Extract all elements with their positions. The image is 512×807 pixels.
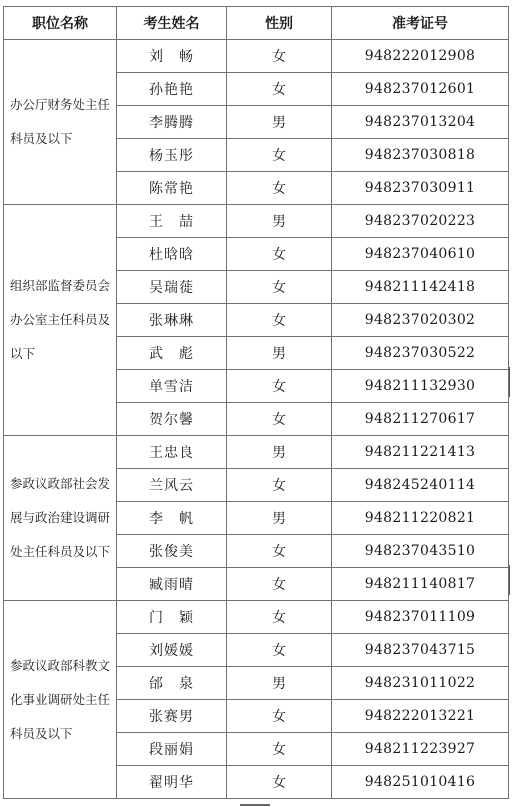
- candidate-name-cell: 吴瑞蓰: [117, 271, 227, 304]
- exam-id-cell: 948211132930: [332, 370, 509, 403]
- gender-cell: 男: [227, 205, 332, 238]
- candidate-name-cell: 武 彪: [117, 337, 227, 370]
- exam-id-cell: 948237020223: [332, 205, 509, 238]
- gender-cell: 女: [227, 370, 332, 403]
- candidate-name-cell: 王忠良: [117, 436, 227, 469]
- candidate-table: [3, 6, 509, 799]
- header-name: 考生姓名: [117, 7, 227, 40]
- candidate-name-cell: 邰 泉: [117, 667, 227, 700]
- table-row: [4, 601, 509, 634]
- gender-cell: 男: [227, 436, 332, 469]
- candidate-name-cell: 翟明华: [117, 766, 227, 799]
- right-edge-tick: [509, 565, 510, 595]
- table-row: [4, 436, 509, 469]
- candidate-name-cell: 孙艳艳: [117, 73, 227, 106]
- exam-id-cell: 948237040610: [332, 238, 509, 271]
- candidate-name-cell: 张赛男: [117, 700, 227, 733]
- bottom-edge-mark: [240, 804, 270, 806]
- candidate-name-cell: 门 颖: [117, 601, 227, 634]
- exam-id-cell: 948237043510: [332, 535, 509, 568]
- exam-id-cell: 948222012908: [332, 40, 509, 73]
- exam-id-cell: 948211221413: [332, 436, 509, 469]
- position-cell: 参政议政部科教文化事业调研处主任科员及以下: [4, 601, 117, 799]
- candidate-name-cell: 臧雨晴: [117, 568, 227, 601]
- gender-cell: 女: [227, 238, 332, 271]
- gender-cell: 女: [227, 700, 332, 733]
- header-row: [4, 7, 509, 40]
- gender-cell: 女: [227, 766, 332, 799]
- candidate-name-cell: 张琳琳: [117, 304, 227, 337]
- gender-cell: 女: [227, 601, 332, 634]
- table-body: [4, 40, 509, 799]
- header-position: 职位名称: [4, 7, 117, 40]
- candidate-name-cell: 王 喆: [117, 205, 227, 238]
- exam-id-cell: 948211220821: [332, 502, 509, 535]
- table-row: [4, 40, 509, 73]
- exam-id-cell: 948237020302: [332, 304, 509, 337]
- candidate-name-cell: 单雪洁: [117, 370, 227, 403]
- gender-cell: 女: [227, 139, 332, 172]
- candidate-name-cell: 陈常艳: [117, 172, 227, 205]
- exam-id-cell: 948237012601: [332, 73, 509, 106]
- gender-cell: 男: [227, 106, 332, 139]
- candidate-name-cell: 李 帆: [117, 502, 227, 535]
- exam-id-cell: 948231011022: [332, 667, 509, 700]
- position-cell: 参政议政部社会发展与政治建设调研处主任科员及以下: [4, 436, 117, 601]
- header-exam-id: 准考证号: [332, 7, 509, 40]
- exam-id-cell: 948251010416: [332, 766, 509, 799]
- candidate-name-cell: 贺尔馨: [117, 403, 227, 436]
- header-gender: 性别: [227, 7, 332, 40]
- exam-id-cell: 948245240114: [332, 469, 509, 502]
- candidate-name-cell: 杨玉彤: [117, 139, 227, 172]
- gender-cell: 女: [227, 304, 332, 337]
- table-row: [4, 205, 509, 238]
- gender-cell: 男: [227, 667, 332, 700]
- candidate-name-cell: 杜晗晗: [117, 238, 227, 271]
- candidate-name-cell: 刘 畅: [117, 40, 227, 73]
- exam-id-cell: 948237030818: [332, 139, 509, 172]
- candidate-name-cell: 段丽娟: [117, 733, 227, 766]
- gender-cell: 女: [227, 568, 332, 601]
- exam-id-cell: 948211140817: [332, 568, 509, 601]
- gender-cell: 女: [227, 40, 332, 73]
- position-cell: 办公厅财务处主任科员及以下: [4, 40, 117, 205]
- exam-id-cell: 948211223927: [332, 733, 509, 766]
- gender-cell: 女: [227, 469, 332, 502]
- gender-cell: 男: [227, 502, 332, 535]
- exam-id-cell: 948237043715: [332, 634, 509, 667]
- candidate-name-cell: 李腾腾: [117, 106, 227, 139]
- exam-id-cell: 948211142418: [332, 271, 509, 304]
- exam-id-cell: 948237011109: [332, 601, 509, 634]
- candidate-name-cell: 张俊美: [117, 535, 227, 568]
- gender-cell: 女: [227, 271, 332, 304]
- candidate-name-cell: 刘媛媛: [117, 634, 227, 667]
- position-cell: 组织部监督委员会办公室主任科员及以下: [4, 205, 117, 436]
- gender-cell: 男: [227, 337, 332, 370]
- gender-cell: 女: [227, 403, 332, 436]
- exam-id-cell: 948222013221: [332, 700, 509, 733]
- candidate-name-cell: 兰风云: [117, 469, 227, 502]
- gender-cell: 女: [227, 733, 332, 766]
- exam-id-cell: 948237030522: [332, 337, 509, 370]
- gender-cell: 女: [227, 634, 332, 667]
- gender-cell: 女: [227, 172, 332, 205]
- gender-cell: 女: [227, 73, 332, 106]
- exam-id-cell: 948211270617: [332, 403, 509, 436]
- exam-id-cell: 948237013204: [332, 106, 509, 139]
- exam-id-cell: 948237030911: [332, 172, 509, 205]
- right-edge-tick: [509, 367, 510, 397]
- gender-cell: 女: [227, 535, 332, 568]
